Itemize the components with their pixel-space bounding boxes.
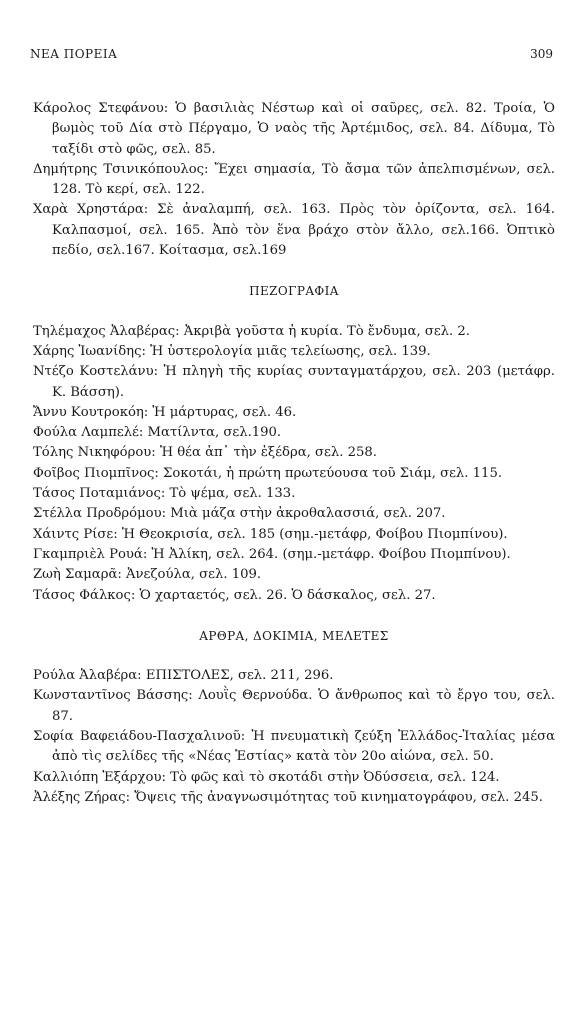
- index-entry: Χαρὰ Χρηστάρα: Σὲ ἀναλαμπή, σελ. 163. Πρὸς τὸν ὁρίζοντα, σελ. 164. Καλπασμοί, σελ. 165. Ἀπὸ τὸν ἕνα βράχο στὸν ἄλλο, σελ.166. Ὀπτικὸ πεδίο, σελ.167. Κοίτασμα, σελ.169: [33, 202, 555, 259]
- page-number: 309: [530, 47, 553, 61]
- index-entry: Σοφία Βαφειάδου-Πασχαλινοῦ: Ἡ πνευματικὴ ζεύξη Ἑλλάδος-Ἰταλίας μέσα ἀπὸ τὶς σελίδες τῆς «Νέας Ἑστίας» κατὰ τὸν 20ο αἰώνα, σελ. 50.: [33, 729, 555, 765]
- index-entry: Τάσος Ποταμιάνος: Τὸ ψέμα, σελ. 133.: [33, 486, 296, 502]
- index-entry: Κάρολος Στεφάνου: Ὁ βασιλιὰς Νέστωρ καὶ οἱ σαῦρες, σελ. 82. Τροία, Ὁ βωμὸς τοῦ Δία στὸ Πέργαμο, Ὁ ναὸς τῆς Ἀρτέμιδος, σελ. 84. Δίδυμα, Τὸ ταξίδι στὸ φῶς, σελ. 85.: [33, 101, 555, 157]
- running-head: ΝΕΑ ΠΟΡΕΙΑ: [30, 47, 118, 61]
- index-entry: Ρούλα Ἀλαβέρα: ΕΠΙΣΤΟΛΕΣ, σελ. 211, 296.: [33, 668, 334, 684]
- section-heading-prose: ΠΕΖΟΓΡΑΦΙΑ: [249, 284, 339, 299]
- index-entry: Χάρης Ἰωανίδης: Ἡ ὑστερολογία μιᾶς τελείωσης, σελ. 139.: [33, 343, 431, 359]
- index-body: [33, 99, 555, 808]
- index-entry: Γκαμπριὲλ Ρουά: Ἡ Ἀλίκη, σελ. 264. (σημ.-μετάφρ. Φοίβου Πιομπίνου).: [33, 546, 511, 562]
- index-entry: Δημήτρης Τσινικόπουλος: Ἔχει σημασία, Τὸ ἄσμα τῶν ἀπελπισμένων, σελ. 128. Τὸ κερί, σελ. 122.: [33, 161, 555, 198]
- essays-section: [33, 666, 555, 808]
- index-entry: Ζωὴ Σαμαρᾶ: Ἀνεζούλα, σελ. 109.: [33, 567, 262, 583]
- index-entry: Χάιντς Ρίσε: Ἡ Θεοκρισία, σελ. 185 (σημ.-μετάφρ, Φοίβου Πιομπίνου).: [33, 526, 508, 542]
- index-entry: Φούλα Λαμπελέ: Ματίλντα, σελ.190.: [33, 425, 282, 441]
- index-entry: Τόλης Νικηφόρου: Ἡ θέα ἀπ᾿ τὴν ἐξέδρα, σελ. 258.: [33, 445, 377, 461]
- poetry-section: [33, 99, 555, 261]
- index-entry: Κωνσταντῖνος Βάσσης: Λουῒς Θερνούδα. Ὁ ἄνθρωπος καὶ τὸ ἔργο του, σελ. 87.: [33, 688, 555, 724]
- section-heading-essays: ΑΡΘΡΑ, ΔΟΚΙΜΙΑ, ΜΕΛΕΤΕΣ: [199, 628, 389, 643]
- index-entry: Φοῖβος Πιομπῖνος: Σοκοτάι, ἡ πρώτη πρωτεύουσα τοῦ Σιάμ, σελ. 115.: [33, 465, 503, 481]
- index-entry: Ντέζο Κοστελάνυ: Ἡ πληγὴ τῆς κυρίας συνταγματάρχου, σελ. 203 (μετάφρ. Κ. Βάσση).: [33, 364, 555, 400]
- index-entry: Τάσος Φάλκος: Ὁ χαρταετός, σελ. 26. Ὁ δάσκαλος, σελ. 27.: [33, 587, 436, 603]
- index-entry: Ἄννυ Κουτροκόη: Ἡ μάρτυρας, σελ. 46.: [33, 404, 297, 420]
- index-entry: Στέλλα Προδρόμου: Μιὰ μάζα στὴν ἀκροθαλασσιά, σελ. 207.: [33, 506, 446, 522]
- index-entry: Καλλιόπη Ἐξάρχου: Τὸ φῶς καὶ τὸ σκοτάδι στὴν Ὀδύσσεια, σελ. 124.: [33, 769, 500, 785]
- prose-section: [33, 322, 555, 606]
- index-entry: Τηλέμαχος Ἀλαβέρας: Ἀκριβὰ γοῦστα ἡ κυρία. Τὸ ἔνδυμα, σελ. 2.: [33, 323, 470, 339]
- index-entry: Ἀλέξης Ζήρας: Ὄψεις τῆς ἀναγνωσιμότητας τοῦ κινηματογράφου, σελ. 245.: [33, 789, 543, 805]
